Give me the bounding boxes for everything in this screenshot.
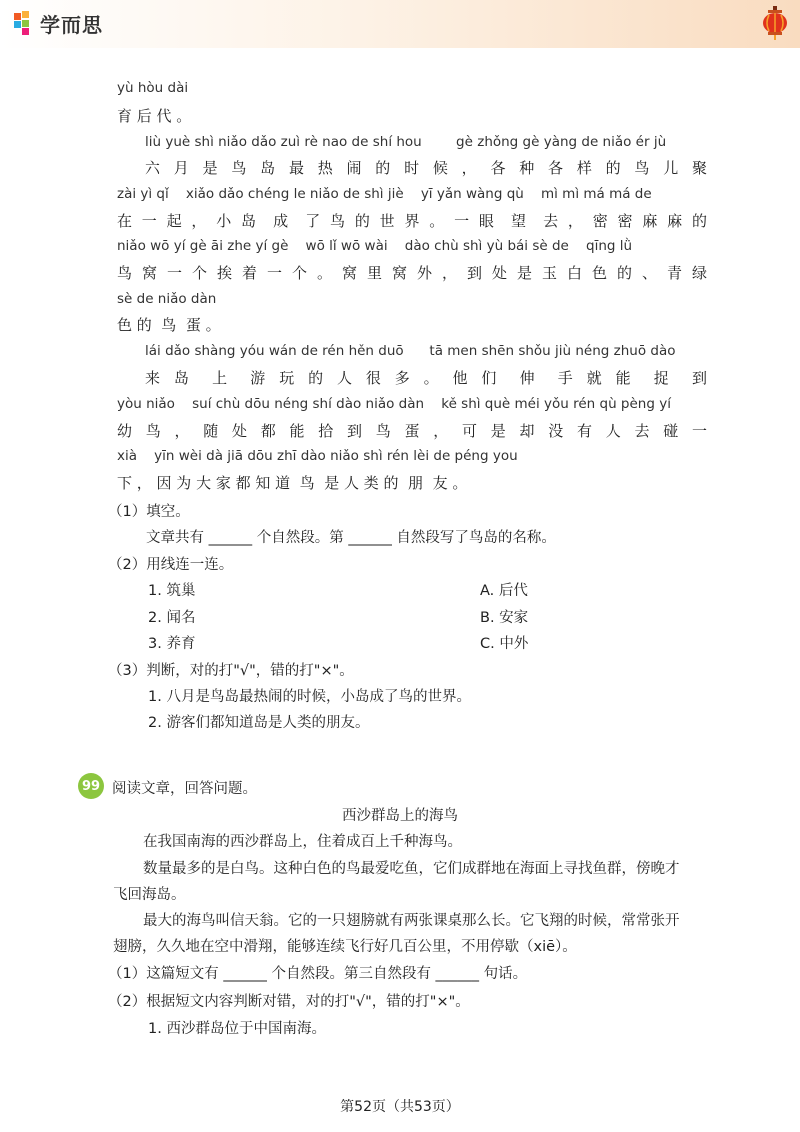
hanzi-line: 幼 鸟 ， 随 处 都 能 拾 到 鸟 蛋 ， 可 是 却 没 有 人 去 碰 一: [117, 422, 707, 440]
question-label: （1）这篇短文有 ______ 个自然段。第三自然段有 ______ 句话。: [108, 966, 528, 982]
question-label: （1）填空。: [108, 504, 190, 520]
hanzi-line: 鸟 窝 一 个 挨 着 一 个 。 窝 里 窝 外 ， 到 处 是 玉 白 色 的 、 青 绿: [117, 264, 707, 282]
match-right-item: B. 安家: [480, 610, 529, 626]
hanzi-line: 下 ， 因 为 大 家 都 知 道 鸟 是 人 类 的 朋 友 。: [117, 474, 468, 492]
article-paragraph: 数量最多的是白鸟。这种白色的鸟最爱吃鱼，它们成群地在海面上寻找鱼群，傍晚才: [143, 861, 680, 877]
match-right-item: A. 后代: [480, 583, 528, 599]
pinyin-line: zài yì qǐ xiǎo dǎo chéng le niǎo de shì jiè yī yǎn wàng qù mì mì má má de: [117, 186, 652, 202]
article-title: 西沙群岛上的海鸟: [342, 808, 458, 824]
pinyin-line: yù hòu dài: [117, 80, 189, 96]
match-left-item: 2. 闻名: [148, 610, 196, 626]
fill-blank-text: 文章共有 ______ 个自然段。第 ______ 自然段写了鸟岛的名称。: [146, 530, 556, 546]
pinyin-line: yòu niǎo suí chù dōu néng shí dào niǎo dàn kě shì què méi yǒu rén qù pèng yí: [117, 396, 671, 412]
article-paragraph: 飞回海岛。: [113, 887, 186, 903]
brand-logo[interactable]: [14, 8, 103, 38]
question-prompt: 阅读文章，回答问题。: [112, 781, 257, 797]
article-paragraph: 在我国南海的西沙群岛上，住着成百上千种海鸟。: [143, 834, 462, 850]
pinyin-line: xià yīn wèi dà jiā dōu zhī dào niǎo shì rén lèi de péng you: [117, 448, 518, 464]
judge-item: 2. 游客们都知道岛是人类的朋友。: [148, 715, 370, 731]
judge-item: 1. 西沙群岛位于中国南海。: [148, 1021, 326, 1037]
hanzi-line: 六 月 是 鸟 岛 最 热 闹 的 时 候 ， 各 种 各 样 的 鸟 儿 聚: [145, 159, 707, 177]
xueersi-logo-icon: [14, 11, 36, 35]
judge-item: 1. 八月是鸟岛最热闹的时候，小岛成了鸟的世界。: [148, 689, 471, 705]
question-number-badge: 99: [78, 773, 104, 799]
match-left-item: 3. 养育: [148, 636, 196, 652]
hanzi-line: 色 的 鸟 蛋 。: [117, 316, 221, 334]
question-label: （2）根据短文内容判断对错，对的打"√"，错的打"×"。: [108, 994, 470, 1010]
pinyin-line: niǎo wō yí gè āi zhe yí gè wō lǐ wō wài dào chù shì yù bái sè de qīng lǜ: [117, 238, 633, 254]
lantern-icon: [762, 6, 788, 40]
hanzi-line: 育 后 代 。: [117, 107, 192, 125]
question-label: （3）判断，对的打"√"，错的打"×"。: [108, 663, 354, 679]
article-paragraph: 翅膀，久久地在空中滑翔，能够连续飞行好几百公里，不用停歇（xiē）。: [113, 939, 577, 955]
pinyin-line: liù yuè shì niǎo dǎo zuì rè nao de shí hou gè zhǒng gè yàng de niǎo ér jù: [145, 134, 667, 150]
brand-name: 学而思: [40, 12, 103, 37]
pinyin-line: lái dǎo shàng yóu wán de rén hěn duō tā men shēn shǒu jiù néng zhuō dào: [145, 343, 676, 359]
question-label: （2）用线连一连。: [108, 557, 234, 573]
article-paragraph: 最大的海鸟叫信天翁。它的一只翅膀就有两张课桌那么长。它飞翔的时候，常常张开: [143, 913, 680, 929]
hanzi-line: 来 岛 上 游 玩 的 人 很 多 。 他 们 伸 手 就 能 捉 到: [145, 369, 707, 387]
header-bar: [0, 0, 800, 48]
page-number: 第52页（共53页）: [340, 1099, 460, 1115]
pinyin-line: sè de niǎo dàn: [117, 291, 217, 307]
match-left-item: 1. 筑巢: [148, 583, 196, 599]
hanzi-line: 在 一 起 ， 小 岛 成 了 鸟 的 世 界 。 一 眼 望 去 ， 密 密 麻 麻 的: [117, 212, 707, 230]
match-right-item: C. 中外: [480, 636, 529, 652]
